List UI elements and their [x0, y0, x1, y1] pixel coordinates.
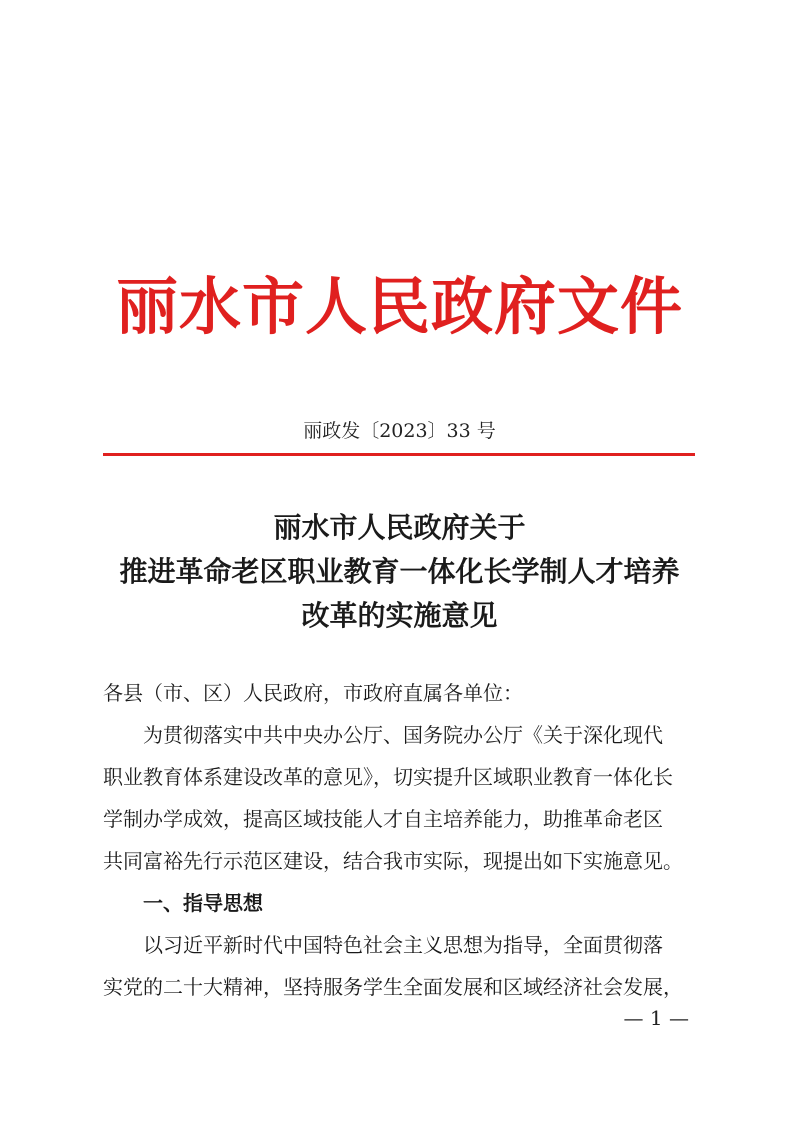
- paragraph-1-line-3: 学制办学成效，提高区域技能人才自主培养能力，助推革命老区: [103, 807, 663, 831]
- document-body: [103, 672, 703, 1008]
- page-number: — 1 —: [623, 1006, 689, 1030]
- title-line-3: 改革的实施意见: [301, 599, 498, 632]
- title-line-1: 丽水市人民政府关于: [273, 511, 526, 544]
- paragraph-1-line-2: 职业教育体系建设改革的意见》，切实提升区域职业教育一体化长: [103, 765, 673, 789]
- title-line-2: 推进革命老区职业教育一体化长学制人才培养: [119, 555, 680, 588]
- red-separator-line: [103, 453, 695, 456]
- paragraph-1-line-1: 为贯彻落实中共中央办公厅、国务院办公厅《关于深化现代: [143, 723, 663, 747]
- paragraph-2-line-2: 实党的二十大精神，坚持服务学生全面发展和区域经济社会发展，: [103, 975, 683, 999]
- paragraph-2-line-1: 以习近平新时代中国特色社会主义思想为指导，全面贯彻落: [143, 933, 663, 957]
- document-title: [0, 506, 799, 638]
- salutation: 各县（市、区）人民政府，市政府直属各单位：: [103, 681, 523, 705]
- document-number: 丽政发〔2023〕33 号: [303, 420, 496, 442]
- section-heading-1: 一、指导思想: [143, 891, 263, 915]
- document-masthead: 丽水市人民政府文件: [115, 270, 683, 343]
- paragraph-1-line-4: 共同富裕先行示范区建设，结合我市实际，现提出如下实施意见。: [103, 849, 683, 873]
